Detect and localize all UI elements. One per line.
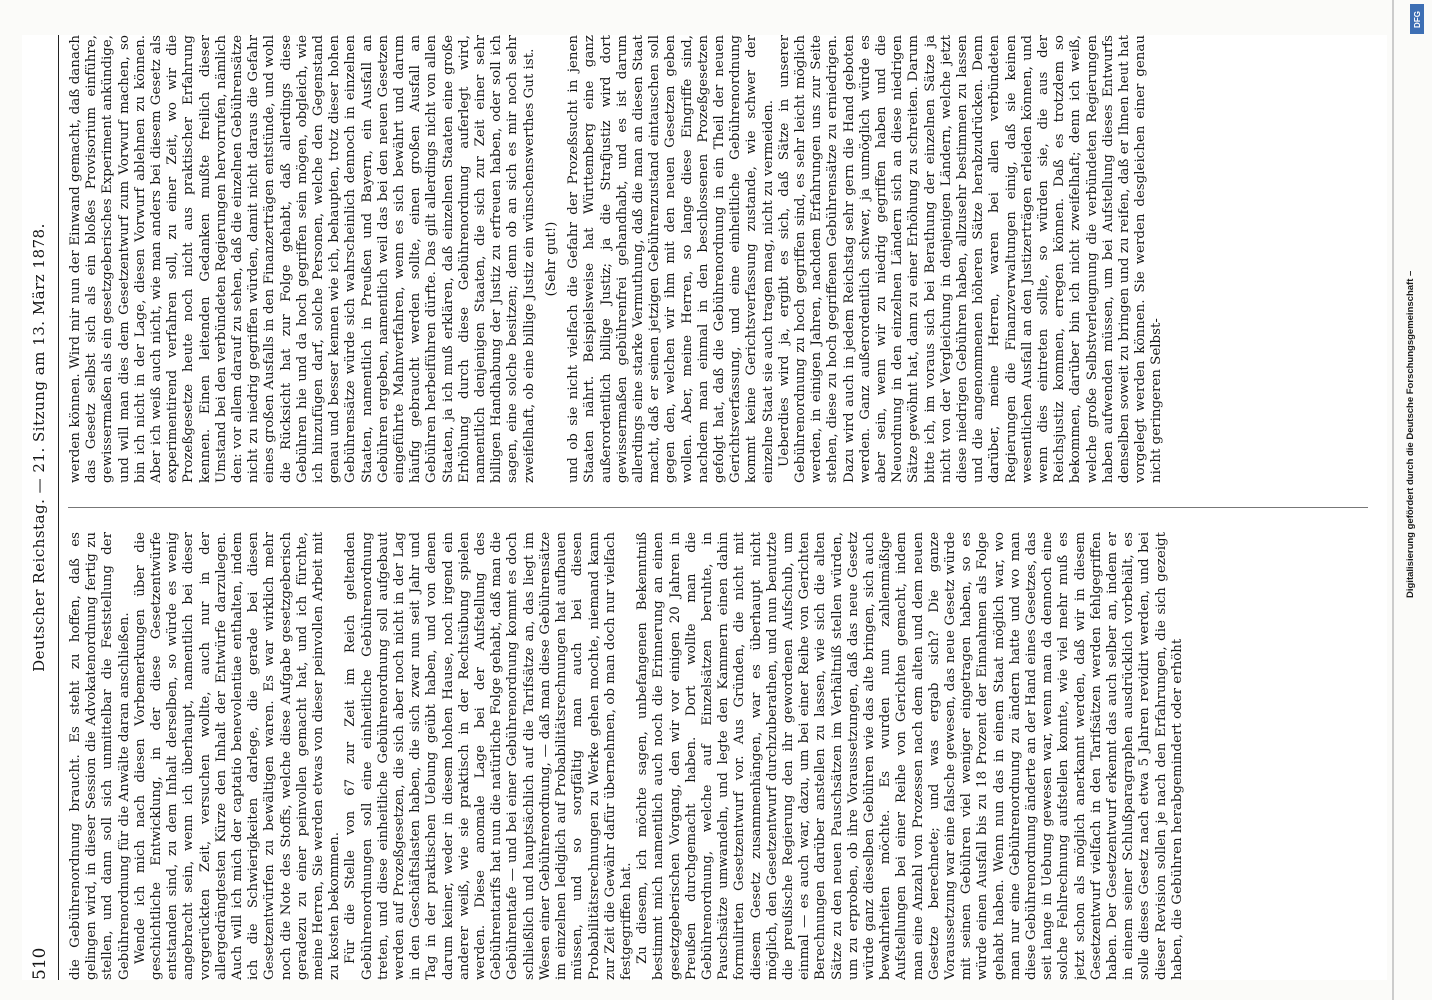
page-header: [22, 35, 59, 980]
right-paragraph-2: und ob sie nicht vielfach die Gefahr der Prozeßsucht in jenen Staaten nährt. Beispielsweise hat Württemberg eine ganz außerordentlich billige Justiz; ja die Strafjustiz wird dort gewissermaßen gebührenfrei gehandhabt, und es ist darum allerdings eine starke Vermuthung, daß die man an diesen Staat macht, daß er seinen jetzigen Gebührenzustand eintauschen soll gegen den, welchen wir ihm mit den neuen Gesetzen geben wollen. Aber, meine Herren, so lange diese Eingriffe sind, nachdem man einmal in den beschlossenen Prozeßgesetzen gefolgt hat, daß die Gebührenordnung in ein Theil der neuen Gerichtsverfassung, und eine einheitliche Gebührenordnung kommt keine Gerichtsverfassung zustande, wie schwer der einzelne Staat sie auch tragen mag, nicht zu vermeiden.: [566, 35, 776, 483]
right-paragraph-1: werden können. Wird mir nun der Einwand gemacht, daß danach das Gesetz selbst sich als ein bloßes Provisorium einführe, gewissermaßen als ein gesetzgeberisches Experiment ankündige, und will man dies dem Gesetzentwurf zum Vorwurf machen, so bin ich nicht in der Lage, diesen Vorwurf ablehnen zu können. Aber ich weiß auch nicht, wie man anders bei diesem Gesetz als experimentirend verfahren soll, zu einer Zeit, wo wir die Prozeßgesetze heute noch nicht aus praktischer Erfahrung kennen. Einen leitenden Gedanken mußte freilich dieser Umstand bei den verbündeten Regierungen hervorrufen, nämlich den: vor allem darauf zu sehen, daß die einzelnen Gebührensätze nicht zu niedrig gegriffen würden, damit nicht daraus die Gefahr eines großen Ausfalls in den Finanzerträgen entstünde, und wohl die Rücksicht hat zur Folge gehabt, daß allerdings diese Gebühren hie und da hoch gegriffen sein mögen, obgleich, wie ich hinzufügen darf, solche Personen, welche den Gegenstand genau und besser kennen wie ich, behaupten, trotz dieser hohen Gebührensätze würde sich wahrscheinlich dennoch in einzelnen Staaten, namentlich in Preußen und Bayern, ein Ausfall an Gebühren ergeben, namentlich weil das bei den neuen Gesetzen eingeführte Mahnverfahren, wenn es sich bewährt und darum häufig gebraucht werden sollte, einen großen Ausfall an Gebühren herbeiführen dürfte. Das gilt allerdings nicht von allen Staaten, ja ich muß erklären, daß einzelnen Staaten eine große Erhöhung durch diese Gebührenordnung auferlegt wird, namentlich denjenigen Staaten, die sich zur Zeit einer sehr billigen Handhabung der Justiz zu erfreuen haben, oder soll ich sagen, eine solche besitzen; denn ob an sich es mir noch sehr zweifelhaft, ob eine billige Justiz ein wünschenswerthes Gut ist.: [68, 35, 537, 483]
left-paragraph-1: die Gebührenordnung braucht. Es steht zu hoffen, daß es gelingen wird, in dieser Session die Advokatenordnung fertig zu stellen, und dann soll sich unmittelbar die Feststellung der Gebührenordnung für die Anwälte daran anschließen.: [68, 532, 132, 980]
left-paragraph-2: Wende ich mich nach diesen Vorbemerkungen über die geschichtliche Entwicklung, in der diese Gesetzentwürfe entstanden sind, zu dem Inhalt derselben, so würde es wenig angebracht sein, wenn ich überhaupt, namentlich bei dieser vorgerückten Zeit, versuchen wollte, auch nur in der allergedrängtesten Kürze den Inhalt der Entwürfe darzulegen. Auch will ich mich der captatio benevolentiae enthalten, indem ich die Schwierigkeiten darlege, die gerade bei diesen Gesetzentwürfen zu bewältigen waren. Es war wirklich mehr noch die Note des Stoffs, welche diese Aufgabe gesetzgeberisch geradezu zu einer peinvollen gemacht hat, und ich fürchte, meine Herren, Sie werden etwas von dieser peinvollen Arbeit mit zu kosten bekommen.: [132, 532, 343, 980]
dfg-logo-label: DFG: [1412, 10, 1422, 28]
left-paragraph-4: Zu diesem, ich möchte sagen, unbefangenen Bekenntniß bestimmt mich namentlich auch noch die Erinnerung an einen gesetzgeberischen Vorgang, den wir vor einigen 20 Jahren in Preußen durchgemacht haben. Dort wollte man die Gebührenordnung, welche auf Einzelsätzen beruhte, in Pauschsätze umwandeln, und legte den Kammern einen dahin formulirten Gesetzentwurf vor. Aus Gründen, die nicht mit diesem Gesetz zusammenhängen, war es überhaupt nicht möglich, den Gesetzentwurf durchzuberathen, und nun benutzte die preußische Regierung den ihr gewordenen Aufschub, um einmal — es auch war, dazu, um bei einer Reihe von Gerichten Berechnungen darüber anstellen zu lassen, wie sich die alten Sätze zu den neuen Pauschsätzen im Verhältniß stellen würden, um zu erproben, ob ihre Voraussetzungen, daß das neue Gesetz würde ganz dieselben Gebühren wie das alte bringen, sich auch bewahrheiten möchte. Es wurden nun zahlenmäßige Aufstellungen bei einer Reihe von Gerichten gemacht, indem man eine Anzahl von Prozessen nach dem alten und dem neuen Gesetze berechnete; und was ergab sich? Die ganze Voraussetzung war eine falsche gewesen, das neue Gesetz würde mit seinen Gebühren viel weniger eingetragen haben, so es würde einen Ausfall bis zu 18 Prozent der Einnahmen als Folge gehabt haben. Wenn nun das in einem Staat möglich war, wo man nur eine Gebührenordnung zu ändern hatte und wo man diese Gebührenordnung änderte an der Hand eines Gesetzes, das seit lange in Uebung gewesen war, wenn man da dennoch eine solche Fehlrechnung aufstellen konnte, wie viel mehr muß es jetzt schon als möglich anerkannt werden, daß wir in diesem Gesetzentwurf vielfach in den Tarifsätzen werden fehlgegriffen haben. Der Gesetzentwurf erkennt das auch selber an, indem er in einem seiner Schlußparagraphen ausdrücklich vorbehält, es solle dieses Gesetz nach etwa 5 Jahren revidirt werden, und bei dieser Revision sollen je nach den Erfahrungen, die sich gezeigt haben, die Gebühren herabgemindert oder erhöht: [635, 532, 1185, 980]
scan-edge: [1392, 0, 1394, 1000]
right-column: [68, 35, 1378, 483]
digitization-attribution: Digitalisierung gefördert durch die Deutsche Forschungsgemeinschaft –: [1405, 270, 1416, 598]
running-title: Deutscher Reichstag. — 21. Sitzung am 13. März 1878.: [30, 223, 48, 672]
left-column: [68, 532, 1378, 980]
left-paragraph-3: Für die Stelle von 67 zur Zeit im Reich geltenden Gebührenordnungen soll eine einheitliche Gebührenordnung treten, und diese einheitliche Gebührenordnung soll aufgebaut werden auf Prozeßgesetzen, die sich aber noch nicht in der Lag in den Geschäftslasten haben, die sich zwar nun seit Jahr und Tag in der praktischen Uebung geübt haben, und von denen darum keiner, weder in diesem hohen Hause, noch irgend ein anderer weiß, wie sie praktisch in der Rechtsübung spielen werden. Diese anomale Lage bei der Aufstellung des Gebührentarifs hat nun die natürliche Folge gehabt, daß man die Gebührentafe — und bei einer Gebührenordnung kommt es doch schließlich und hauptsächlich auf die Tarifsätze an, das liegt im Wesen einer Gebührenordnung, — daß man diese Gebührensätze im einzelnen lediglich auf Probabilitätsrechnungen hat aufbauen müssen, und so sorgfältig man auch bei diesen Probabilitätsrechnungen zu Werke gehen mochte, niemand kann zur Zeit die Gewähr dafür übernehmen, ob man doch nur vielfach festgegriffen hat.: [343, 532, 634, 980]
dfg-logo: [1410, 4, 1424, 34]
column-divider: [68, 507, 1368, 508]
right-paragraph-3: Ueberdies wird ja, ergibt es sich, daß Sätze in unserer Gebührenordnung zu hoch gegriffen sind, es sehr leicht möglich werden, in einigen Jahren, nachdem Erfahrungen uns zur Seite stehen, diese zu hoch gegriffenen Gebührensätze zu erniedrigen. Dazu wird auch in jedem Reichstag sehr gern die Hand geboten werden. Ganz außerordentlich schwer, ja unmöglich würde es aber sein, wenn wir zu niedrig gegriffen haben und die Neuordnung in den einzelnen Ländern sich an diese niedrigen Sätze gewöhnt hat, dann zu einer Erhöhung zu schreiten. Darum bitte ich, im voraus sich bei Berathung der einzelnen Sätze ja nicht von der Vergleichung in denjenigen Ländern, welche jetzt diese niedrigen Gebühren haben, allzusehr bestimmen zu lassen und die angenommenen höheren Sätze herabzudrücken. Denn darüber, meine Herren, waren bei allen verbündeten Regierungen die Finanzverwaltungen einig, daß sie keinen wesentlichen Ausfall an den Justizerträgen erleiden können, und wenn dies eintreten sollte, so würden sie, die aus der Reichsjustiz kommen, erregen können. Daß es trotzdem so bekommen, darüber bin ich nicht zweifelhaft; denn ich weiß, welche große Selbstverleugnung die verbündeten Regierungen haben aufwenden müssen, um bei Aufstellung dieses Entwurfs denselben soweit zu bringen und zu reifen, daß er Ihnen heut hat vorgelegt werden können. Sie werden desgleichen einer genau nicht geringeren Selbst-: [776, 35, 1165, 483]
interjection: (Sehr gut!): [543, 221, 559, 297]
scanned-page: [22, 35, 1387, 980]
page-number: 510: [30, 947, 50, 980]
